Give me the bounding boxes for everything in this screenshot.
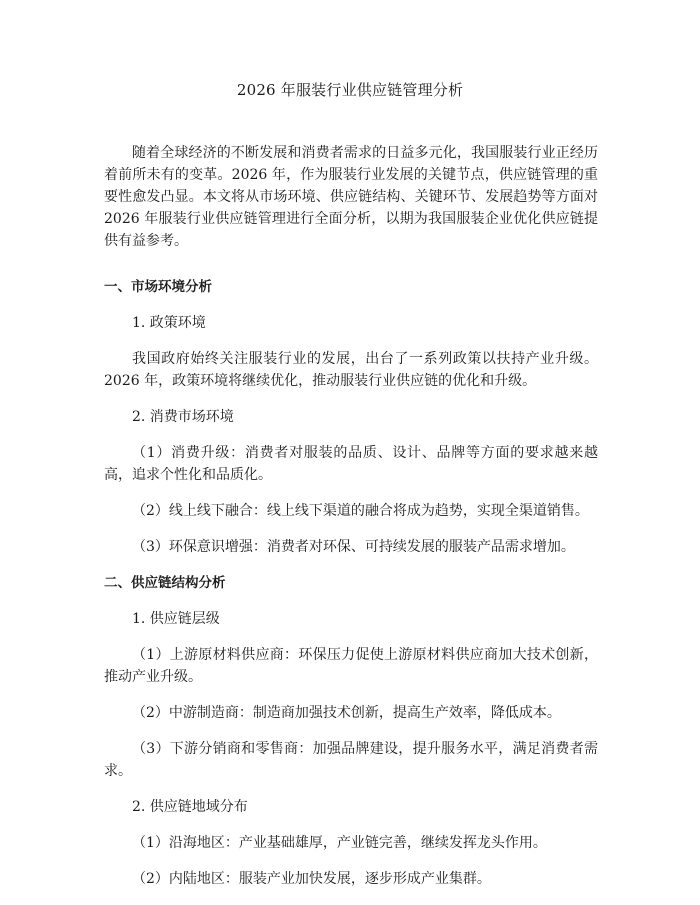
list-item: （1）消费升级：消费者对服装的品质、设计、品牌等方面的要求越来越高，追求个性化和品质化。 [104,445,598,483]
document-body [104,142,598,904]
list-item: （2）内陆地区：服装产业加快发展，逐步形成产业集群。 [132,871,491,887]
subheading-policy: 1. 政策环境 [132,315,206,331]
policy-paragraph: 我国政府始终关注服装行业的发展，出台了一系列政策以扶持产业升级。2026 年，政策环境将继续优化，推动服装行业供应链的优化和升级。 [104,351,598,389]
section-heading-market: 一、市场环境分析 [104,279,212,295]
subheading-regional-distribution: 2. 供应链地域分布 [132,799,248,815]
list-item: （2）线上线下融合：线上线下渠道的融合将成为趋势，实现全渠道销售。 [132,503,589,519]
intro-paragraph: 随着全球经济的不断发展和消费者需求的日益多元化，我国服装行业正经历着前所未有的变革。2026 年，作为服装行业发展的关键节点，供应链管理的重要性愈发凸显。本文将从市场环境、供应链结构、关键环节、发展趋势等方面对 2026 年服装行业供应链管理进行全面分析，以期为我国服装企业优化供应链提供有益参考。 [104,145,598,249]
list-item: （1）上游原材料供应商：环保压力促使上游原材料供应商加大技术创新，推动产业升级。 [104,647,598,685]
subheading-chain-levels: 1. 供应链层级 [132,611,220,627]
subheading-consumer-market: 2. 消费市场环境 [132,409,234,425]
document-title: 2026 年服装行业供应链管理分析 [236,81,464,99]
list-item: （3）下游分销商和零售商：加强品牌建设，提升服务水平，满足消费者需求。 [104,741,598,779]
list-item: （2）中游制造商：制造商加强技术创新，提高生产效率，降低成本。 [132,705,561,721]
section-heading-supply-chain: 二、供应链结构分析 [104,575,226,591]
list-item: （3）环保意识增强：消费者对环保、可持续发展的服装产品需求增加。 [132,539,575,555]
list-item: （1）沿海地区：产业基础雄厚，产业链完善，继续发挥龙头作用。 [132,835,547,851]
